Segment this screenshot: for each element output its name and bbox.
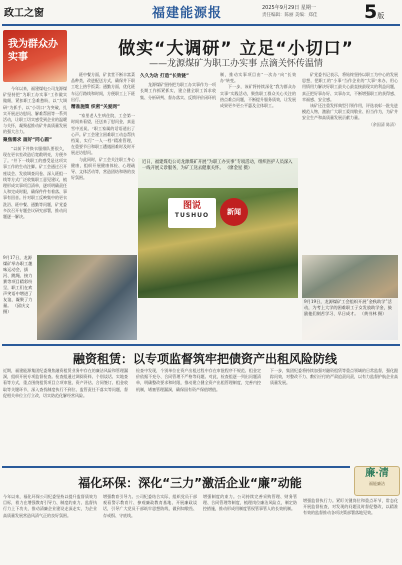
paragraph: 与此同时，矿工会关注职工身心健康，组织开展健康体检、心理疏导、文体活动等，营造团结和谐的良好氛围。 [71, 156, 135, 181]
paragraph: 矿党委书记表示，将始终坚持以职工为中心的发展思想，把职工的“小事”当作企业的“大事”来办，用心用情用力解决好职工最关心最直接最现实的利益问题，真正把好事办好、实事办实，不断增强职工的获得感、幸福感、安全感。 [302, 72, 398, 102]
paragraph: 班中餐方面，矿食堂不断丰富菜品种类，改进配送方式，确保井下职工吃上热乎饭菜；通勤方面，优化班车运行路线和时间，方便职工上下班出行。 [71, 72, 135, 102]
story3-column-2: 增强教育引导力。公司纪委结合实际，组织党员干部观看警示教育片、参观廉政教育基地、开展廉政谈话，引导广大党员干部筑牢思想防线，做到知敬畏、存戒惧、守底线。 [103, 494, 197, 518]
page-number [364, 1, 400, 21]
lead-column-3 [140, 72, 296, 156]
newspaper-logo: 福建能源报 [152, 6, 223, 21]
story2-column-3: 下一步，集团纪委将持续加强对融资租赁等重点领域的日常监督，强化跟踪问效，对整改不力、敷衍应付的严肃追责问责，以有力监督护航企业高质量发展。 [270, 368, 398, 386]
paragraph: 该矿还注重发挥典型引领作用，评选表彰一批先进模范人物，激励广大职工爱岗敬业、担当作为，为矿井安全生产和高质量发展贡献力量。 [302, 103, 398, 121]
subheading: 精准施策 织密“关爱网” [71, 105, 120, 111]
story2-column-1: 近期，福建能源集团纪委聚焦融资租赁业务中存在的廉洁风险和管理漏洞，组织开展专项监督检查。检查组通过调阅资料、个别谈话、实地查看等方式，重点围绕租赁项目立项审批、资产评估、合同签订、租金收取等关键环节，深入查找制度执行不到位、监管责任不落实等问题，督促相关单位立行立改，切实防范化解经营风险。 [3, 368, 128, 398]
editor-line: 责任编辑：陈丽 美编：郑佳 [262, 13, 318, 18]
xinwen-badge: 新闻 [220, 198, 248, 226]
tushuo-badge [168, 198, 216, 228]
story-divider-2 [2, 466, 350, 468]
issue-date: 2025年9月29日 星期一 [262, 5, 316, 11]
right-photo-caption [302, 298, 398, 340]
lead-column-2 [71, 72, 135, 250]
paragraph: 下一步，该矿将持续深化“我为群众办实事”实践活动，聚焦职工群众关心关注的热点难点问题，不断提升服务质效，让发展成果更多更公平惠及全体职工。 [220, 84, 296, 109]
paragraph: 龙源煤矿坚持把为职工办实事作为一项长期工作抓紧抓实，建立健全职工诉求收集、分析研判、督办落实、反馈评价闭环机制，推动实事项目由“一次办”向“长效办”转变。 [140, 72, 296, 100]
lianqing-stamp [354, 466, 400, 496]
tushuo-title: 图说 [182, 201, 201, 211]
lead-column-1 [3, 86, 67, 250]
story2-headline: 融资租赁：以专项监督筑牢把债资产出租风险防线 [72, 352, 337, 366]
masthead-rule [2, 24, 400, 26]
center-photo-caption-text: 近日，福建煤电公司龙源煤矿开展“为职工办实事”专项活动，组织医护人员深入一线开展义诊服务，为矿工送去健康关怀。 [142, 160, 293, 171]
left-photo-caption [3, 255, 35, 340]
masthead [0, 0, 402, 26]
right-photo-credit: （黄书林 摄） [359, 311, 387, 316]
stamp-subtitle: 福能廉洁 [369, 481, 385, 486]
story3-column-4: 增强监督执行力。紧盯关键岗位和重点环节，常态化开展监督检查，对发现的问题及时督促整改，以精准有效的监督推动各项决策部署落地见效。 [303, 498, 398, 516]
left-photo-caption-text: 9月17日，龙源煤矿举办职工趣味运动会，拔河、跳绳、接力赛等项目精彩纷呈，职工们在欢声笑语中增进了友谊、凝聚了力量。 [3, 255, 33, 308]
subheading: 久久为功 打造“长效链” [140, 74, 189, 79]
center-photo-credit: （廖金星 摄） [225, 166, 253, 171]
page-number-suffix: 版 [377, 12, 385, 20]
paragraph: “以前下井换衣服排队要很久，现在更衣室改造后宽敞明亮，方便多了。”井下一线职工的感受是这项实事工作的生动注脚。矿工会通过召开座谈会、发放调查问卷、深入班组一线等方式广泛收集职工意见建议，梳理形成实事项目清单，逐项明确责任人和完成时限，确保件件有着落、事事有回音。针对职工反映集中的更衣洗浴、班中餐、通勤等问题，矿党委多次召开专题会议研究部署，推动问题逐一解决。 [3, 145, 67, 220]
story2-column-2: 检查中发现，个别单位在资产出租过程中存在审批程序不规范、租金定价依据不充分、合同管理不严格等问题。对此，检查组逐一列出问题清单，明确整改要求和时限，推动建立健全资产出租管理制度，完善内控机制，堵塞管理漏洞，确保国有资产保值增值。 [136, 368, 261, 392]
story3-headline: 福化环保：深化“三力”激活企业“廉”动能 [78, 476, 302, 490]
left-photo-credit: （邱庆文 摄） [3, 303, 30, 314]
subheading: 聚焦需求 画好“同心圆” [3, 137, 52, 143]
byline: （余国清 陈清） [368, 121, 398, 127]
lead-subheadline: ——龙源煤矿为职工办实事 点滴关怀传温情 [149, 59, 323, 69]
lead-column-4 [302, 72, 398, 252]
section-title: 政工之窗 [4, 8, 44, 19]
tushuo-en: TUSHUO [174, 212, 210, 219]
left-photo-sports [37, 255, 137, 340]
lead-headline: 做实“大调研” 立足“小切口” [118, 39, 354, 59]
story3-column-3: 增强制度约束力。公司持续完善采购管理、财务管理、合同管理等制度，梳理岗位廉洁风险点，制定防控措施，推动形成用制度管权管事管人的长效机制。 [203, 494, 297, 512]
stamp-title: 廉·清 [365, 468, 389, 479]
paragraph: “家里老人生病住院，工会第一时间来看望，还送来了慰问金，真是雪中送炭。”职工家属的话语道出了心声。矿工会建立困难职工动态帮扶档案，实行“一人一档”精准管理，在重要节日和职工遭遇困难时及时开展走访慰问。 [71, 113, 135, 156]
center-photo-caption [138, 158, 298, 188]
paragraph: 今年以来，福建煤电公司龙源煤矿坚持把“为职工办实事”工作做实做细，紧扣职工急难愁盼，以“大调研”为抓手、以“小切口”为突破，扎实开展走访慰问、解难帮困等一系列活动，让职工切实感受到企业的温暖与关怀，凝聚起推动矿井高质量发展的强大合力。 [3, 86, 67, 135]
story3-column-1: 今年以来，福化环保公司纪委坚持以提升监督质效为目标，着力在增强教育引导力、制度约束力、监督执行力上下功夫，推动清廉企业建设走深走实，为企业高质量发展营造风清气正的良好氛围。 [3, 494, 97, 518]
section-banner [3, 30, 67, 82]
section-banner-label: 我为群众办实事 [8, 39, 58, 63]
story-divider-1 [2, 344, 400, 346]
page-number-digit: 5 [364, 1, 378, 23]
right-photo-caption-text: 9月19日，龙源煤矿工会组织开展“金秋助学”活动，为考上大学的困难职工子女发放助学金，鼓励他们刻苦学习、早日成才。 [304, 299, 392, 316]
